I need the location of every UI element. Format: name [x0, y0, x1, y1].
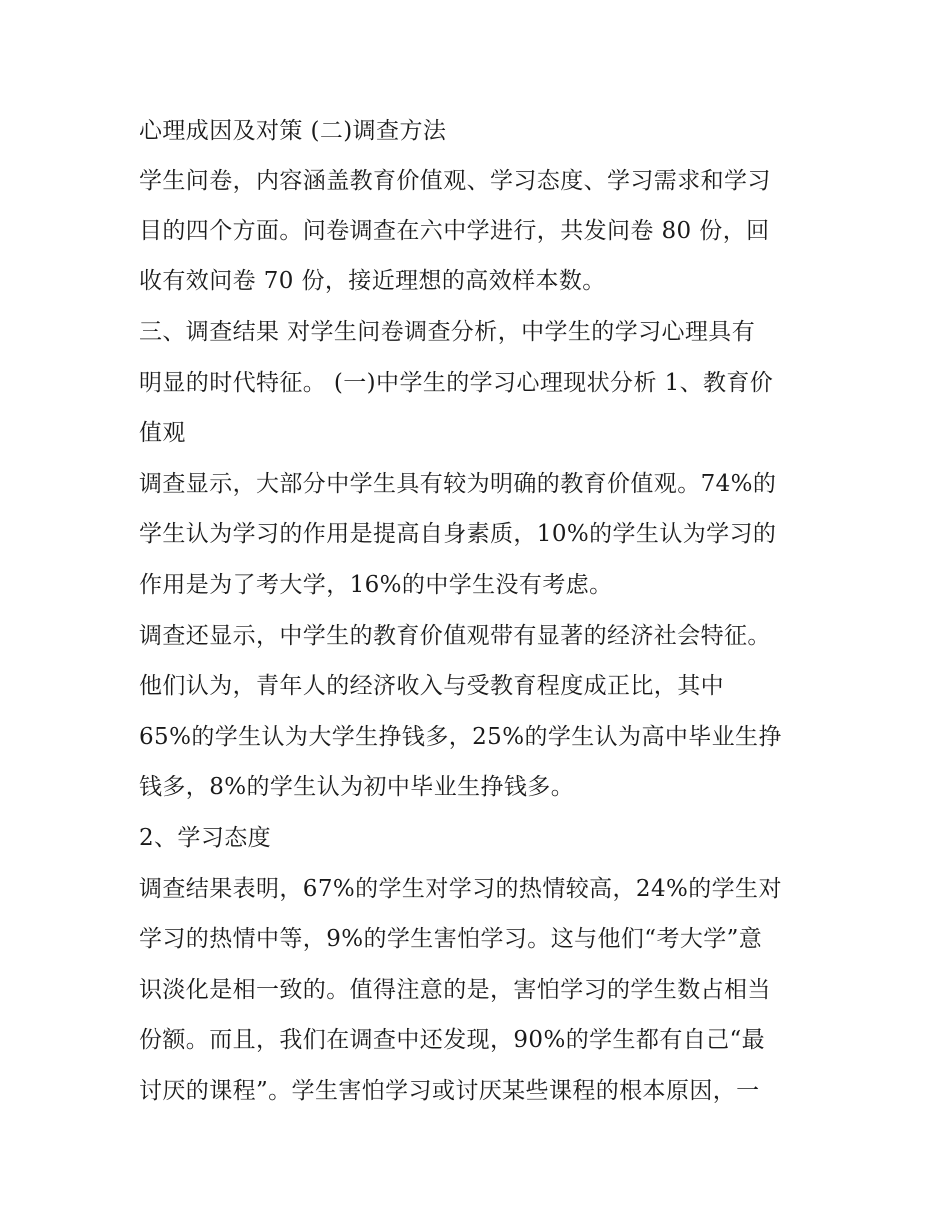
text-line: 钱多，8%的学生认为初中毕业生挣钱多。 — [139, 774, 575, 800]
text-line: 调查显示，大部分中学生具有较为明确的教育价值观。74%的 — [139, 471, 777, 497]
text-line: 65%的学生认为大学生挣钱多，25%的学生认为高中毕业生挣 — [139, 724, 782, 750]
text-line: 收有效问卷 70 份，接近理想的高效样本数。 — [139, 268, 606, 294]
text-line: 2、学习态度 — [139, 825, 272, 851]
text-line: 值观 — [139, 420, 186, 446]
text-line: 份额。而且，我们在调查中还发现，90%的学生都有自己“最 — [139, 1027, 766, 1053]
text-line: 学生问卷，内容涵盖教育价值观、学习态度、学习需求和学习 — [139, 168, 771, 194]
text-line: 学习的热情中等，9%的学生害怕学习。这与他们“考大学”意 — [139, 926, 763, 952]
text-line: 调查还显示，中学生的教育价值观带有显著的经济社会特征。 — [139, 623, 771, 649]
text-line: 明显的时代特征。 (一)中学生的学习心理现状分析 1、教育价 — [139, 370, 774, 396]
text-line: 三、调查结果 对学生问卷调查分析，中学生的学习心理具有 — [139, 319, 756, 345]
text-line: 他们认为，青年人的经济收入与受教育程度成正比，其中 — [139, 673, 724, 699]
text-line: 作用是为了考大学，16%的中学生没有考虑。 — [139, 572, 613, 598]
text-line: 调查结果表明，67%的学生对学习的热情较高，24%的学生对 — [139, 876, 782, 902]
text-line: 讨厌的课程”。学生害怕学习或讨厌某些课程的根本原因，一 — [139, 1078, 760, 1104]
text-line: 心理成因及对策 (二)调查方法 — [139, 118, 447, 144]
text-line: 目的四个方面。问卷调查在六中学进行，共发问卷 80 份，回 — [139, 218, 770, 244]
text-line: 学生认为学习的作用是提高自身素质，10%的学生认为学习的 — [139, 521, 777, 547]
text-line: 识淡化是相一致的。值得注意的是，害怕学习的学生数占相当 — [139, 977, 771, 1003]
